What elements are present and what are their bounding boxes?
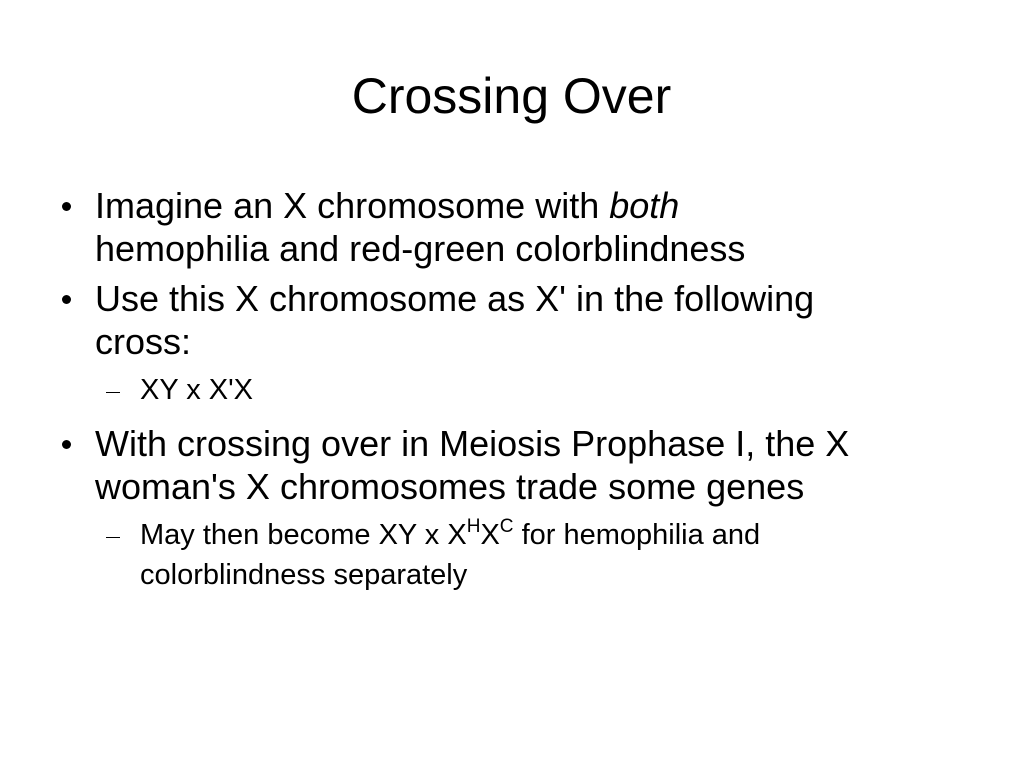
bullet-line: hemophilia and red-green colorblindness [95, 228, 746, 269]
bullet-dot-icon [62, 202, 71, 211]
sub-bullet-line [140, 515, 978, 555]
bullet-item-use-x [58, 277, 978, 363]
bullet-list [58, 184, 978, 607]
bullet-line: With crossing over in Meiosis Prophase I, the X [95, 423, 850, 464]
dash-bullet-icon [106, 537, 120, 538]
bullet-item-crossing-over [58, 422, 978, 508]
superscript-h: H [466, 516, 481, 537]
emphasis-text: both [609, 185, 680, 226]
bullet-dot-icon [62, 440, 71, 449]
dash-bullet-icon [106, 392, 120, 393]
sub-bullet-line: colorblindness separately [140, 559, 468, 591]
bullet-line: woman's X chromosomes trade some genes [95, 466, 805, 507]
bullet-line [95, 184, 978, 227]
slide-title: Crossing Over [351, 68, 672, 124]
sub-bullet-text: X [480, 519, 500, 551]
bullet-line: Use this X chromosome as X' in the following [95, 278, 815, 319]
sub-bullet-text: May then become XY x X [140, 519, 467, 551]
sub-bullet-text: XY x X'X [140, 374, 253, 406]
sub-bullet-cross [58, 370, 978, 410]
bullet-dot-icon [62, 295, 71, 304]
bullet-item-imagine [58, 184, 978, 270]
bullet-line: cross: [95, 321, 192, 362]
sub-bullet-separately [58, 515, 978, 595]
bullet-text: Imagine an X chromosome with [95, 185, 610, 226]
superscript-c: C [499, 516, 514, 537]
sub-bullet-text: for hemophilia and [513, 519, 761, 551]
